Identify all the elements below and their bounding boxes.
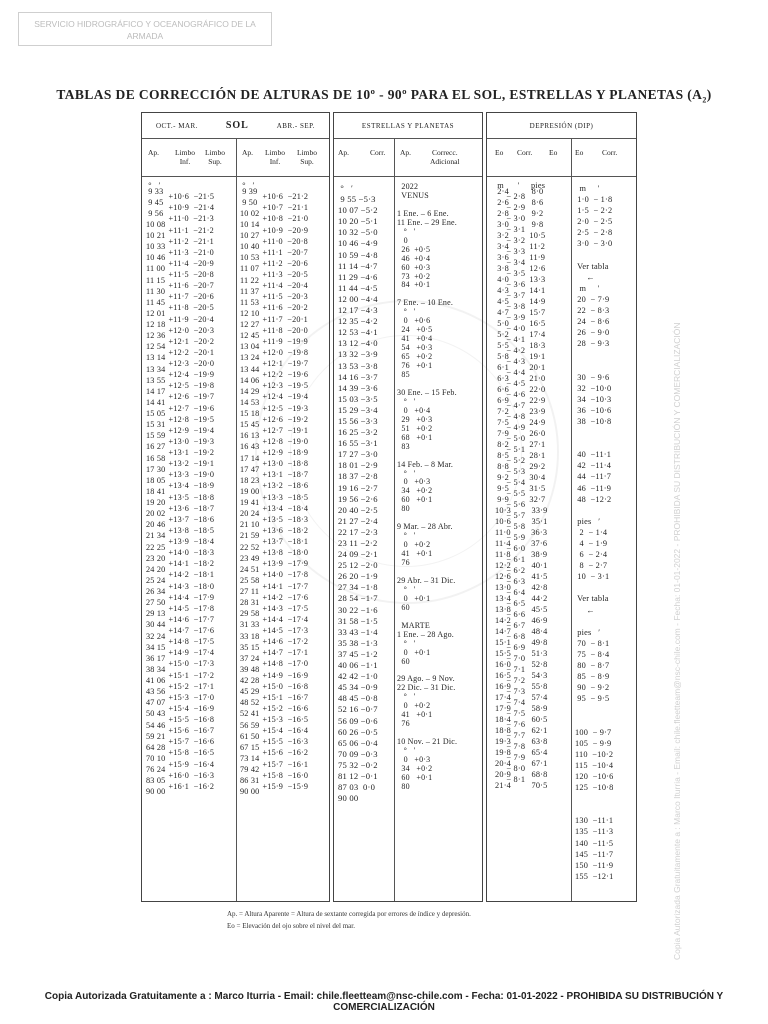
dip-meters-values: m ′ pies 2·4 8·0 − 2·8 2·6 8·6 − 2·9 2·8 9·2 − 3·0 3·0 9·8 − 3·1 3·2 10·5 − 3·2 3·4 11·2 − 3·3 3·6 11·9 − 3·4 3·8 12·6 − 3·5 4·0 13·3 − 3·6 4·3 14·1 − 3·7 4·5 14·9 − 3·8 4·7 15·7 − 3·9 5·0 16·5 − 4·0 5·2 17·4 − 4·1 5·5 18·3 − 4·2 5·8 19·1 − 4·3 6·1 20·1 − 4·4 6·3 21·0 − 4·5 6·6 22·0 − 4·6 6·9 22·9 − 4·7 7·2 23·9 − 4·8 7·5 24·9 − 4·9 7·9 26·0 − 5·0 8·2 27·1 − 5·1 8·5 28·1 − 5·2 8·8 29·2 − 5·3 9·2 30·4 − 5·4 9·5 31·5 − 5·5 9·9 32·7 − 5·6 10·3 33·9 − 5·7 10·6 35·1 − 5·8 11·0 36·3 − 5·9 11·4 37·6 − 6·0 11·8 38·9 − 6·1 12·2 40·1 − 6·2 12·6 41·5 − 6·3 13·0 42·8 − 6·4 13·4 44·2 − 6·5 13·8 45·5 − 6·6 14·2 46·9 − 6·7 14·7 48·4 − 6·8 15·1 49·8 − 6·9 15·5 51·3 − 7·0 16·0 52·8 − 7·1 16·5 54·3 − 7·2 16·9 55·8 − 7·3 17·4 57·4 − 7·4 17·9 58·9 − 7·5 18·4 60·5 − 7·6 18·8 62·1 − 7·7 19·3 63·8 − 7·8 19·8 65·4 − 7·9 20·4 67·1 − 8·0 20·9 68·8 − 8·1 21·4 70·5 bbox=[495, 181, 548, 790]
abr-sep-label: ABR.- SEP. bbox=[276, 121, 316, 130]
sun-abr-sep-values: ° ′ 9 39 +10·6 −21·2 9 50 +10·7 −21·1 10 02 +10·8 −21·0 10 14 +10·9 −20·9 10 27 +11·0 −20·8 10 40 +11·1 −20·7 10 53 +11·2 −20·6 11 07 +11·3 −20·5 11 22 +11·4 −20·4 11 37 +11·5 −20·3 11 53 +11·6 −20·2 12 10 +11·7 −20·1 12 27 +11·8 −20·0 12 45 +11·9 −19·9 13 04 +12·0 −19·8 13 24 +12·1 −19·7 13 44 +12·2 −19·6 14 06 +12·3 −19·5 14 29 +12·4 −19·4 14 53 +12·5 −19·3 15 18 +12·6 −19·2 15 45 +12·7 −19·1 16 13 +12·8 −19·0 16 43 +12·9 −18·9 17 14 +13·0 −18·8 17 47 +13·1 −18·7 18 23 +13·2 −18·6 19 00 +13·3 −18·5 19 41 +13·4 −18·4 20 24 +13·5 −18·3 21 10 +13·6 −18·2 21 59 +13·7 −18·1 22 52 +13·8 −18·0 23 49 +13·9 −17·9 24 51 +14·0 −17·8 25 58 +14·1 −17·7 27 11 +14·2 −17·6 28 31 +14·3 −17·5 29 58 +14·4 −17·4 31 33 +14·5 −17·3 33 18 +14·6 −17·2 35 15 +14·7 −17·1 37 24 +14·8 −17·0 39 48 +14·9 −16·9 42 28 +15·0 −16·8 45 29 +15·1 −16·7 48 52 +15·2 −16·6 52 41 +15·3 −16·5 56 59 +15·4 −16·4 61 50 +15·5 −16·3 67 15 +15·6 −16·2 73 14 +15·7 −16·1 79 42 +15·8 −16·0 86 31 +15·9 −15·9 90 00 bbox=[240, 181, 309, 797]
stars-subheader bbox=[334, 138, 482, 177]
title-subscript: 2 bbox=[702, 95, 707, 105]
planets-values: 2022 VENUS 1 Ene. – 6 Ene. 11 Ene. – 29 Ene. ° ′ 0 26 +0·5 46 +0·4 60 +0·3 73 +0·2 84 +0·1 7 Ene. – 10 Ene. ° ′ 0 +0·6 24 +0·5 41 +0·4 54 +0·3 65 +0·2 76 +0·1 85 30 Ene. – 15 Feb. ° ′ 0 +0·4 29 +0·3 51 +0·2 68 +0·1 83 14 Feb. – 8 Mar. ° ′ 0 +0·3 34 +0·2 60 +0·1 80 9 Mar. – 28 Abr. ° ′ 0 +0·2 41 +0·1 76 29 Abr. – 31 Dic. ° ′ 0 +0·1 60 MARTE 1 Ene. – 28 Ago. ° ′ 0 +0·1 60 29 Ago. – 9 Nov. 22 Dic. – 31 Dic. ° ′ 0 +0·2 41 +0·1 76 10 Nov. – 21 Dic. ° ′ 0 +0·3 34 +0·2 60 +0·1 80 bbox=[397, 182, 458, 791]
institution-stamp: SERVICIO HIDROGRÁFICO Y OCEANOGRÁFICO DE LA ARMADA bbox=[18, 12, 272, 46]
sun-divider bbox=[236, 138, 237, 901]
col-lower-limb-2: Limbo Inf. bbox=[265, 148, 285, 166]
col-upper-limb-2: Limbo Sup. bbox=[297, 148, 317, 166]
copyright-footer: Copia Autorizada Gratuitamente a : Marco Iturria - Email: chile.fleetteam@nsc-chile.com - Fecha: 01-01-2022 - PROHIBIDA SU DISTRIBUCIÓN Y COMERCIALIZACIÓN bbox=[44, 991, 724, 1013]
sun-table-header bbox=[142, 113, 329, 139]
stars-planets-label: ESTRELLAS Y PLANETAS bbox=[361, 121, 455, 130]
col-eo: Eo bbox=[495, 148, 504, 157]
col-app: Ap. bbox=[148, 148, 160, 157]
dip-label: DEPRESIÓN (DIP) bbox=[529, 121, 594, 130]
col-corr: Corr. bbox=[517, 148, 533, 157]
title-end: ) bbox=[706, 87, 712, 102]
col-lower-limb: Limbo Inf. bbox=[175, 148, 195, 166]
col-upper-limb: Limbo Sup. bbox=[205, 148, 225, 166]
col-eo-3: Eo bbox=[575, 148, 584, 157]
page-title bbox=[0, 87, 768, 105]
dip-subheader bbox=[487, 138, 636, 177]
col-additional: Correcc. Adicional bbox=[430, 148, 460, 166]
dip-table-header bbox=[487, 113, 636, 139]
stars-planets-table bbox=[333, 112, 483, 902]
dip-right-values: m ′ 1·0 − 1·8 1·5 − 2·2 2·0 − 2·5 2·5 − 2·8 3·0 − 3·0 Ver tabla ← m ′ 20 − 7·9 22 − 8·3 24 − 8·6 26 − 9·0 28 − 9·3 30 − 9·6 32 −10·0 34 −10·3 36 −10·6 38 −10·8 40 −11·1 42 −11·4 44 −11·7 46 −11·9 48 −12·2 pies ′ 2 − 1·4 4 − 1·9 6 − 2·4 8 − 2·7 10 − 3·1 Ver tabla ← pies ′ 70 − 8·1 75 − 8·4 80 − 8·7 85 − 8·9 90 − 9·2 95 − 9·5 100 − 9·7 105 − 9·9 110 −10·2 115 −10·4 120 −10·6 125 −10·8 130 −11·1 135 −11·3 140 −11·5 145 −11·7 150 −11·9 155 −12·1 bbox=[575, 184, 614, 881]
col-corr-2: Corr. bbox=[602, 148, 618, 157]
dip-divider bbox=[571, 138, 572, 901]
col-eo-2: Eo bbox=[549, 148, 558, 157]
col-app-2: Ap. bbox=[400, 148, 412, 157]
side-watermark: Copia Autorizada Gratuitamente a : Marco Iturria - Email: chile.fleetteam@nsc-chile.com - Fecha: 01-01-2022 - PROHIBIDA SU DISTRIBUCIÓN Y COMERCIALIZACIÓN bbox=[672, 322, 682, 960]
sun-oct-mar-values: ° ′ 9 33 +10·6 −21·5 9 45 +10·9 −21·4 9 56 +11·0 −21·3 10 08 +11·1 −21·2 10 21 +11·2 −21·1 10 33 +11·3 −21·0 10 46 +11·4 −20·9 11 00 +11·5 −20·8 11 15 +11·6 −20·7 11 30 +11·7 −20·6 11 45 +11·8 −20·5 12 01 +11·9 −20·4 12 18 +12·0 −20·3 12 36 +12·1 −20·2 12 54 +12·2 −20·1 13 14 +12·3 −20·0 13 34 +12·4 −19·9 13 55 +12·5 −19·8 14 17 +12·6 −19·7 14 41 +12·7 −19·6 15 05 +12·8 −19·5 15 31 +12·9 −19·4 15 59 +13·0 −19·3 16 27 +13·1 −19·2 16 58 +13·2 −19·1 17 30 +13·3 −19·0 18 05 +13·4 −18·9 18 41 +13·5 −18·8 19 20 +13·6 −18·7 20 02 +13·7 −18·6 20 46 +13·8 −18·5 21 34 +13·9 −18·4 22 25 +14·0 −18·3 23 20 +14·1 −18·2 24 20 +14·2 −18·1 25 24 +14·3 −18·0 26 34 +14·4 −17·9 27 50 +14·5 −17·8 29 13 +14·6 −17·7 30 44 +14·7 −17·6 32 24 +14·8 −17·5 34 15 +14·9 −17·4 36 17 +15·0 −17·3 38 34 +15·1 −17·2 41 06 +15·2 −17·1 43 56 +15·3 −17·0 47 07 +15·4 −16·9 50 43 +15·5 −16·8 54 46 +15·6 −16·7 59 21 +15·7 −16·6 64 28 +15·8 −16·5 70 10 +15·9 −16·4 76 24 +16·0 −16·3 83 05 +16·1 −16·2 90 00 bbox=[146, 181, 215, 797]
dip-table bbox=[486, 112, 637, 902]
col-app: Ap. bbox=[338, 148, 350, 157]
col-corr: Corr. bbox=[370, 148, 386, 157]
col-app-2: Ap. bbox=[242, 148, 254, 157]
note-eo: Eo = Elevación del ojo sobre el nivel del mar. bbox=[227, 922, 355, 930]
oct-mar-label: OCT.- MAR. bbox=[155, 121, 198, 130]
sun-table bbox=[141, 112, 330, 902]
note-app: Ap. = Altura Aparente = Altura de sextante corregida por errores de índice y depresión. bbox=[227, 910, 471, 918]
stars-table-header bbox=[334, 113, 482, 139]
stars-values: ° ′ 9 55 −5·3 10 07 −5·2 10 20 −5·1 10 32 −5·0 10 46 −4·9 10 59 −4·8 11 14 −4·7 11 29 −4·6 11 44 −4·5 12 00 −4·4 12 17 −4·3 12 35 −4·2 12 53 −4·1 13 12 −4·0 13 32 −3·9 13 53 −3·8 14 16 −3·7 14 39 −3·6 15 03 −3·5 15 29 −3·4 15 56 −3·3 16 25 −3·2 16 55 −3·1 17 27 −3·0 18 01 −2·9 18 37 −2·8 19 16 −2·7 19 56 −2·6 20 40 −2·5 21 27 −2·4 22 17 −2·3 23 11 −2·2 24 09 −2·1 25 12 −2·0 26 20 −1·9 27 34 −1·8 28 54 −1·7 30 22 −1·6 31 58 −1·5 33 43 −1·4 35 38 −1·3 37 45 −1·2 40 06 −1·1 42 42 −1·0 45 34 −0·9 48 45 −0·8 52 16 −0·7 56 09 −0·6 60 26 −0·5 65 06 −0·4 70 09 −0·3 75 32 −0·2 81 12 −0·1 87 03 0·0 90 00 bbox=[338, 183, 378, 804]
title-text: TABLAS DE CORRECCIÓN DE ALTURAS DE 10º - 90º PARA EL SOL, ESTRELLAS Y PLANETAS (A bbox=[56, 87, 703, 102]
stars-divider bbox=[394, 138, 395, 901]
sun-label: SOL bbox=[225, 120, 249, 131]
